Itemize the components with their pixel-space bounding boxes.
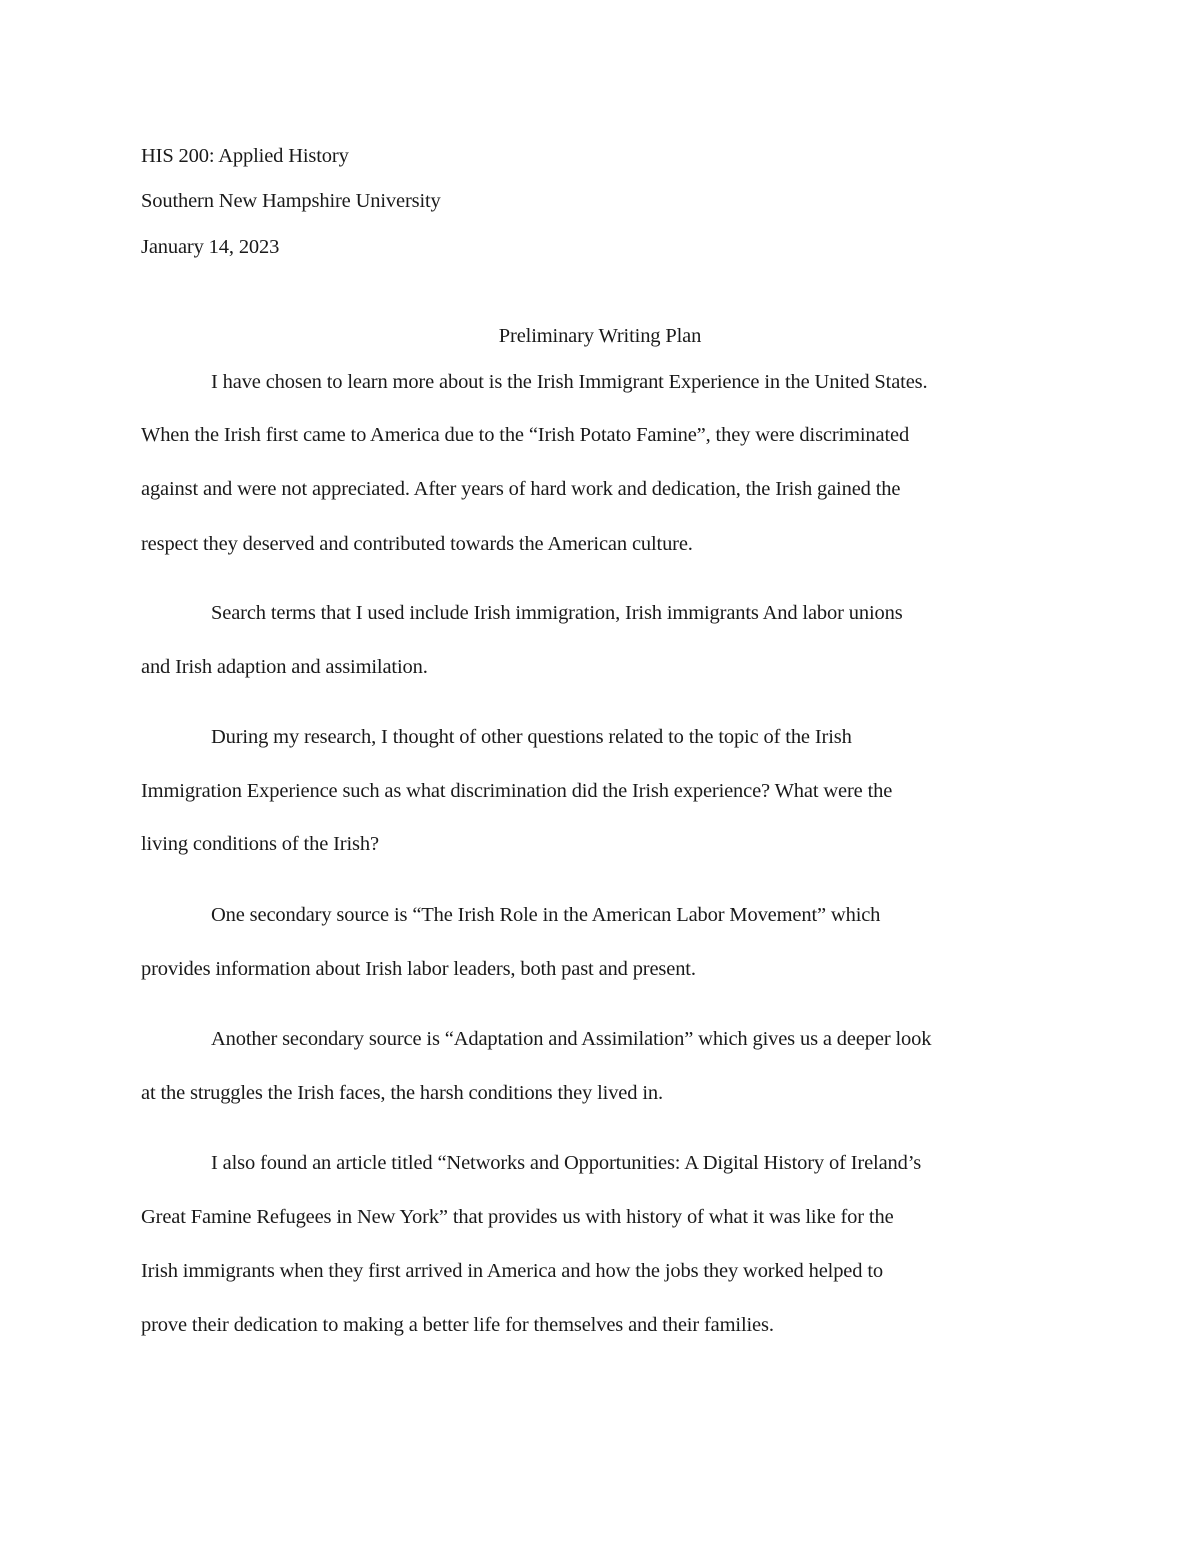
paragraph-line: During my research, I thought of other questions related to the topic of the Irish xyxy=(211,726,852,748)
university-line: Southern New Hampshire University xyxy=(141,190,441,212)
paragraph-line: against and were not appreciated. After years of hard work and dedication, the Irish gained the xyxy=(141,478,901,500)
course-line: HIS 200: Applied History xyxy=(141,145,349,167)
date-line: January 14, 2023 xyxy=(141,236,280,258)
paragraph-line: prove their dedication to making a better life for themselves and their families. xyxy=(141,1314,774,1336)
paragraph-line: respect they deserved and contributed towards the American culture. xyxy=(141,533,693,555)
paragraph-line: I have chosen to learn more about is the Irish Immigrant Experience in the United States. xyxy=(211,371,928,393)
paragraph-line: Search terms that I used include Irish immigration, Irish immigrants And labor unions xyxy=(211,602,903,624)
paragraph-line: Another secondary source is “Adaptation and Assimilation” which gives us a deeper look xyxy=(211,1028,932,1050)
paragraph-line: I also found an article titled “Networks and Opportunities: A Digital History of Ireland’s xyxy=(211,1152,922,1174)
paragraph-line: One secondary source is “The Irish Role in the American Labor Movement” which xyxy=(211,904,881,926)
paragraph-line: Irish immigrants when they first arrived in America and how the jobs they worked helped to xyxy=(141,1260,883,1282)
paragraph-line: provides information about Irish labor leaders, both past and present. xyxy=(141,958,696,980)
document-title: Preliminary Writing Plan xyxy=(498,325,702,347)
paragraph-line: at the struggles the Irish faces, the harsh conditions they lived in. xyxy=(141,1082,663,1104)
paragraph-line: When the Irish first came to America due to the “Irish Potato Famine”, they were discriminated xyxy=(141,424,910,446)
paragraph-line: and Irish adaption and assimilation. xyxy=(141,656,428,678)
paragraph-line: Immigration Experience such as what discrimination did the Irish experience? What were the xyxy=(141,780,893,802)
paragraph-line: living conditions of the Irish? xyxy=(141,833,379,855)
paragraph-line: Great Famine Refugees in New York” that provides us with history of what it was like for the xyxy=(141,1206,894,1228)
